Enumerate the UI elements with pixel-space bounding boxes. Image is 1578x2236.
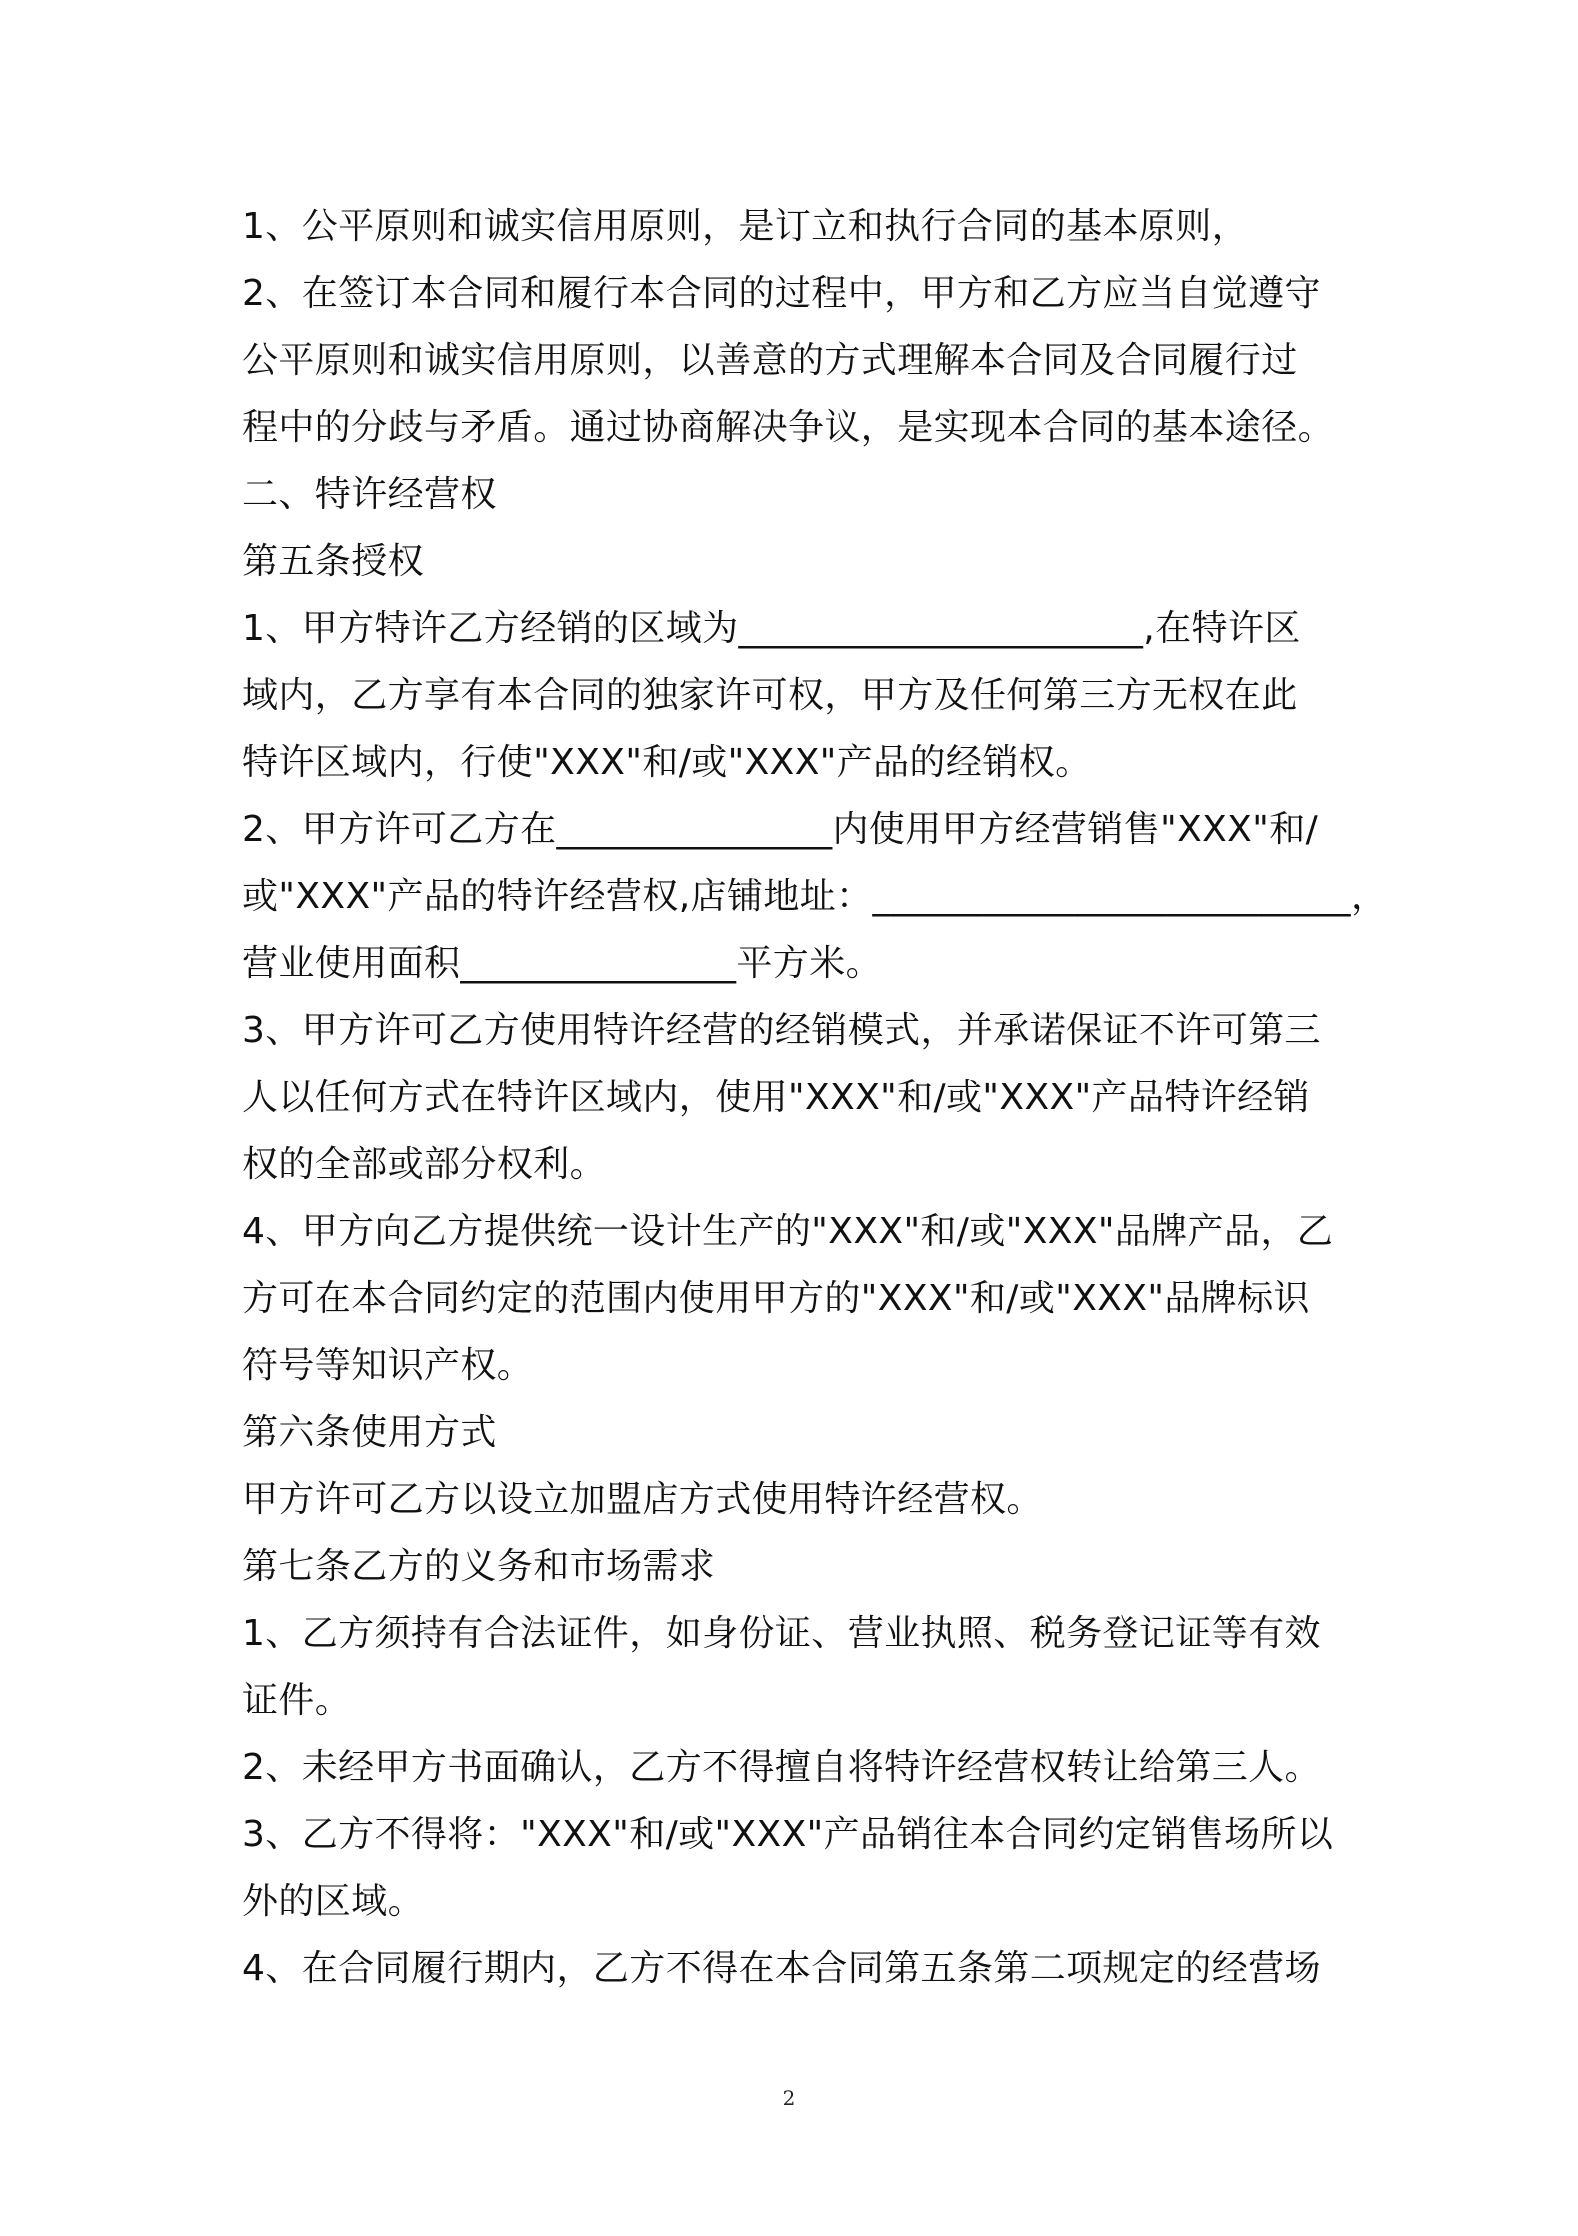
text-line: 域内，乙方享有本合同的独家许可权，甲方及任何第三方无权在此 (242, 675, 1298, 716)
article-heading: 第五条授权 (242, 541, 425, 582)
text-line: 3、甲方许可乙方使用特许经营的经销模式，并承诺保证不许可第三 (242, 1010, 1321, 1051)
text-line: 1、甲方特许乙方经销的区域为______________________,在特许区 (242, 608, 1301, 649)
text-line: 方可在本合同约定的范围内使用甲方的"XXX"和/或"XXX"品牌标识 (242, 1278, 1310, 1319)
text-line: 证件。 (242, 1680, 352, 1721)
text-line: 1、公平原则和诚实信用原则，是订立和执行合同的基本原则， (242, 206, 1249, 247)
text-line: 权的全部或部分权利。 (242, 1144, 607, 1185)
text-line: 特许区域内，行使"XXX"和/或"XXX"产品的经销权。 (242, 742, 1092, 783)
text-line: 公平原则和诚实信用原则，以善意的方式理解本合同及合同履行过 (242, 340, 1298, 381)
text-line: 营业使用面积_______________平方米。 (242, 943, 882, 984)
text-line: 2、在签订本合同和履行本合同的过程中，甲方和乙方应当自觉遵守 (242, 273, 1321, 314)
text-line: 或"XXX"产品的特许经营权,店铺地址：__________________________， (242, 876, 1388, 917)
text-line: 人以任何方式在特许区域内，使用"XXX"和/或"XXX"产品特许经销 (242, 1077, 1310, 1118)
text-line: 4、甲方向乙方提供统一设计生产的"XXX"和/或"XXX"品牌产品，乙 (242, 1211, 1334, 1252)
text-line: 2、甲方许可乙方在_______________内使用甲方经营销售"XXX"和/ (242, 809, 1319, 850)
text-line: 1、乙方须持有合法证件，如身份证、营业执照、税务登记证等有效 (242, 1613, 1321, 1654)
text-line: 程中的分歧与矛盾。通过协商解决争议，是实现本合同的基本途径。 (242, 407, 1335, 448)
text-line: 甲方许可乙方以设立加盟店方式使用特许经营权。 (242, 1479, 1043, 1520)
page-number: 2 (782, 2086, 796, 2110)
document-body (242, 193, 1388, 2002)
text-line: 符号等知识产权。 (242, 1345, 534, 1386)
article-heading: 第六条使用方式 (242, 1412, 497, 1453)
section-heading: 二、特许经营权 (242, 474, 497, 515)
article-heading: 第七条乙方的义务和市场需求 (242, 1546, 716, 1587)
text-line: 2、未经甲方书面确认，乙方不得擅自将特许经营权转让给第三人。 (242, 1747, 1321, 1788)
text-line: 3、乙方不得将："XXX"和/或"XXX"产品销往本合同约定销售场所以 (242, 1814, 1334, 1855)
text-line: 4、在合同履行期内，乙方不得在本合同第五条第二项规定的经营场 (242, 1948, 1321, 1989)
text-line: 外的区域。 (242, 1881, 425, 1922)
